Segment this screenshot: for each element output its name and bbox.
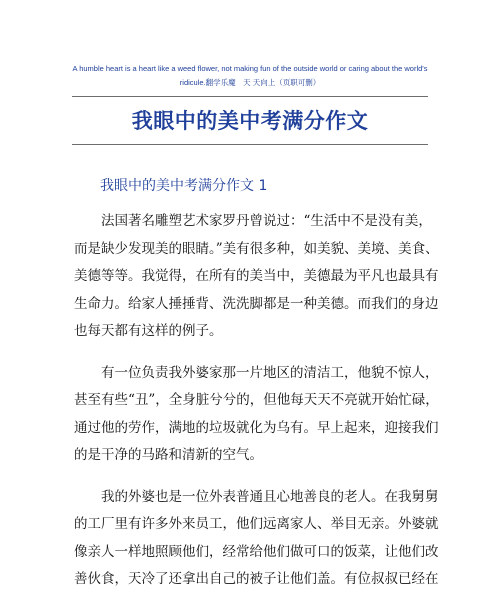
paragraph-line: 也每天都有这样的例子。	[74, 323, 223, 339]
paragraph	[74, 208, 439, 346]
paragraph-line: 的工厂里有许多外来员工，他们远离家人、举目无亲。外婆就	[74, 516, 439, 532]
section-heading: 我眼中的美中考满分作文 1	[100, 178, 268, 194]
header-quote-line-2: ridicule.翻学乐魔 天 天向上（页职可删）	[179, 78, 321, 87]
paragraph-line: 像亲人一样地照顾他们，经常给他们做可口的饭菜，让他们改	[74, 543, 439, 560]
paragraph	[74, 360, 439, 470]
paragraph-line: 有一位负责我外婆家那一片地区的清洁工，他貌不惊人，	[101, 364, 439, 381]
paragraph-line: 的是干净的马路和清新的空气。	[74, 447, 263, 463]
header-quote-line-1: A humble heart is a heart like a weed flower, not making fun of the outside world or caring about the world's	[72, 64, 428, 73]
paragraph-line: 美德等等。我觉得，在所有的美当中，美德最为平凡也最具有	[74, 268, 439, 284]
paragraph-line: 通过他的劳作，满地的垃圾就化为乌有。早上起来，迎接我们	[74, 419, 439, 436]
paragraph-line: 法国著名雕塑艺术家罗丹曾说过：“生活中不是没有美，	[101, 213, 432, 229]
document-title: 我眼中的美中考满分作文	[131, 109, 369, 133]
paragraph-line: 而是缺少发现美的眼睛。”美有很多种，如美貌、美境、美食、	[74, 240, 439, 257]
paragraph-line: 善伙食，天冷了还拿出自己的被子让他们盖。有位叔叔已经在	[74, 571, 439, 587]
paragraph-line: 我的外婆也是一位外表普通且心地善良的老人。在我舅舅	[101, 488, 439, 505]
header-divider	[72, 96, 428, 97]
paragraph	[74, 484, 439, 594]
paragraph-line: 甚至有些“丑”，全身脏兮兮的，但他每天天不亮就开始忙碌，	[74, 392, 439, 408]
header-quote	[60, 62, 440, 90]
paragraph-line: 生命力。给家人捶捶背、洗洗脚都是一种美德。而我们的身边	[74, 295, 439, 312]
title-divider	[72, 144, 428, 145]
essay-body	[74, 208, 439, 608]
